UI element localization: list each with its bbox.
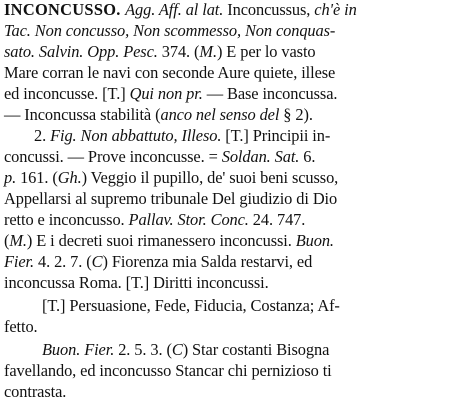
text-run: ) E per lo vasto [216, 42, 316, 61]
text-run: ( [4, 231, 10, 250]
text-run: — Inconcussa stabilità ( [4, 105, 161, 124]
entry-line-9 [4, 168, 338, 188]
entry-line-10 [4, 189, 337, 209]
text-run: 24. 747. [248, 210, 306, 229]
text-run: ) Veggio il pupillo, de' suoi beni scusso, [81, 168, 339, 187]
text-run: Fig. Non abbattuto, Illeso. [50, 126, 222, 145]
text-run: Inconcussus, [223, 0, 315, 19]
entry-line-1 [4, 0, 357, 20]
text-run: ) E i decreti suoi rimanessero inconcussi. [26, 231, 296, 250]
text-run: — Base inconcussa. [202, 84, 338, 103]
entry-line-2 [4, 21, 335, 41]
text-run: sato. Salvin. Opp. Pesc. [4, 42, 158, 61]
entry-line-11 [4, 210, 305, 230]
entry-line-13 [4, 252, 312, 272]
text-run: anco nel senso del [160, 105, 280, 124]
text-run: Fier. [4, 252, 34, 271]
text-run: Pallav. Stor. Conc. [128, 210, 249, 229]
text-run: contrasta. [4, 382, 67, 401]
text-run: [T.] Principii in- [221, 126, 331, 145]
headword: INCONCUSSO [4, 0, 117, 19]
entry-line-12 [4, 231, 334, 251]
entry-line-19 [4, 382, 66, 402]
text-run: Soldan. Sat. [221, 147, 300, 166]
text-run: Agg. Aff. al lat. [125, 0, 224, 19]
text-run: 2. [34, 126, 51, 145]
text-run: M. [9, 231, 27, 250]
entry-line-8 [4, 147, 315, 167]
text-run: fetto. [4, 317, 38, 336]
text-run: § 2). [279, 105, 313, 124]
text-run: Mare corran le navi con seconde Aure quiete, illese [4, 63, 336, 82]
text-run: C [91, 252, 103, 271]
text-run: p. [4, 168, 17, 187]
entry-line-6 [4, 105, 313, 125]
entry-line-16 [4, 317, 38, 337]
text-run: favellando, ed inconcusso Stancar chi pernizioso ti [4, 361, 332, 380]
text-run: ch'è in [314, 0, 357, 19]
text-run: M. [199, 42, 217, 61]
text-run: retto e inconcusso. [4, 210, 129, 229]
text-run: inconcussa Roma. [T.] Diritti inconcussi. [4, 273, 269, 292]
entry-line-14 [4, 273, 269, 293]
text-run: Buon. Fier. [42, 340, 115, 359]
text-run: 4. 2. 7. ( [34, 252, 92, 271]
text-run: Appellarsi al supremo tribunale Del giudizio di Dio [4, 189, 338, 208]
text-run: [T.] Persuasione, Fede, Fiducia, Costanza; Af- [42, 296, 340, 315]
entry-line-17 [42, 340, 329, 360]
text-run: ed inconcusse. [T.] [4, 84, 130, 103]
text-run: 2. 5. 3. ( [114, 340, 172, 359]
entry-line-18 [4, 361, 332, 381]
text-run: Gh. [57, 168, 82, 187]
entry-line-7 [34, 126, 330, 146]
text-run: Tac. Non concusso, Non scommesso, Non conquas- [4, 21, 336, 40]
text-run: C [171, 340, 183, 359]
entry-line-5 [4, 84, 337, 104]
entry-line-3 [4, 42, 316, 62]
text-run: concussi. — Prove inconcusse. = [4, 147, 222, 166]
text-run: . [116, 0, 126, 19]
entry-line-4 [4, 63, 335, 83]
text-run: 6. [299, 147, 316, 166]
text-run: 374. ( [157, 42, 200, 61]
text-run: ) Star costanti Bisogna [182, 340, 330, 359]
text-run: Qui non pr. [129, 84, 203, 103]
text-run: 161. ( [16, 168, 58, 187]
entry-line-15 [42, 296, 340, 316]
text-run: Buon. [295, 231, 334, 250]
text-run: ) Fiorenza mia Salda restarvi, ed [102, 252, 313, 271]
